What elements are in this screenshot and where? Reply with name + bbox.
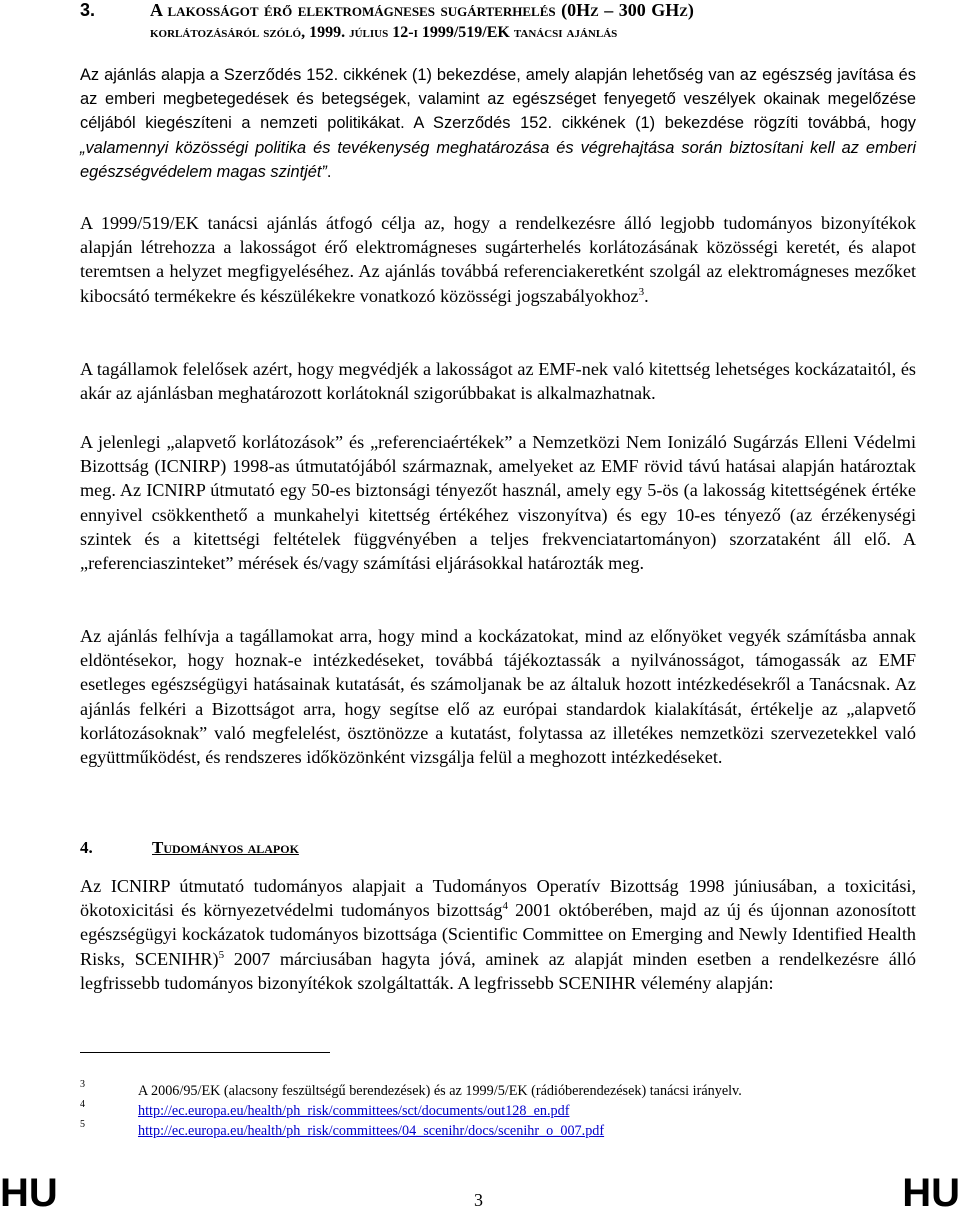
section-number: 4. [80, 838, 93, 857]
paragraph-legal-basis: Az ajánlás alapja a Szerződés 152. cikkének (1) bekezdése, amely alapján lehetőség van az egészség javítása és az emberi megbetegedések és betegségek, valamint az egészséget fenyegető veszélyek okainak megelőzése céljából kiegészíteni a nemzeti politikákat. A Szerződés 152. cikkének (1) bekezdése rögzíti továbbá, hogy „valamennyi közösségi politika és tevékenység meghatározása és végrehajtása során biztosítani kell az emberi egészségvédelem magas szintjét”. [80, 66, 916, 181]
footnote-ref-3[interactable]: 3 [638, 285, 645, 298]
footnote-text: A 2006/95/EK (alacsony feszültségű berendezések) és az 1999/5/EK (rádióberendezések) tanácsi irányelv. [138, 1083, 742, 1099]
footnote-link[interactable]: http://ec.europa.eu/health/ph_risk/committees/04_scenihr/docs/scenihr_o_007.pdf [138, 1123, 605, 1139]
footnote-ref-5[interactable]: 5 [218, 948, 225, 961]
section-title: Tudományos alapok [152, 838, 299, 857]
paragraph-recommendation-goal: A 1999/519/EK tanácsi ajánlás átfogó célja az, hogy a rendelkezésre álló legjobb tudományos bizonyítékok alapján létrehozza a lakosságot érő elektromágneses sugárterhelés korlátozásának közösségi keretét, és alapot teremtsen a helyzet megfigyeléséhez. Az ajánlás továbbá referenciakeretként szolgál az elektromágneses mezőket kibocsátó termékekre és készülékekre vonatkozó közösségi jogszabályokhoz$^3$. [80, 213, 916, 306]
footer-language-right: HU [902, 1171, 960, 1215]
footnote-mark: 5 [80, 1119, 85, 1130]
section-title-line-1: A lakosságot érő elektromágneses sugárterhelés (0Hz – 300 GHz) [150, 0, 694, 20]
page-number: 3 [474, 1190, 483, 1210]
footnote-mark: 4 [80, 1099, 85, 1110]
footnote-link[interactable]: http://ec.europa.eu/health/ph_risk/committees/sct/documents/out128_en.pdf [138, 1103, 570, 1119]
paragraph-commission-tasks: Az ajánlás felhívja a tagállamokat arra, hogy mind a kockázatokat, mind az előnyöket vegyék számításba annak eldöntésekor, hogy hoznak-e intézkedéseket, továbbá tájékoztassák a nyilvánosságot, támogassák az EMF esetleges egészségügyi hatásainak kutatását, és számoljanak be az általuk hozott intézkedésekről a Tanácsnak. Az ajánlás felkéri a Bizottságot arra, hogy segítse elő az európai standardok kialakítását, értékelje az „alapvető korlátozásoknak” való megfelelést, ösztönözze a kutatást, folytassa az illetékes nemzetközi szervezetekkel való együttműködést, és rendszeres időközönként vizsgálja felül a meghozott intézkedéseket. [80, 626, 916, 768]
footnote-mark: 3 [80, 1079, 85, 1090]
paragraph-member-states: A tagállamok felelősek azért, hogy megvédjék a lakosságot az EMF-nek való kitettség lehetséges kockázataitól, és akár az ajánlásban meghatározott korlátoknál szigorúbbakat is alkalmazhatnak. [80, 359, 916, 404]
footnote-divider [80, 1052, 330, 1053]
section-title-line-2: korlátozásáról szóló, 1999. július 12-i 1999/519/EK tanácsi ajánlás [150, 24, 618, 41]
footnote-ref-4[interactable]: 4 [502, 900, 508, 913]
paragraph-icnirp-limits: A jelenlegi „alapvető korlátozások” és „referenciaértékek” a Nemzetközi Nem Ionizáló Sugárzás Elleni Védelmi Bizottság (ICNIRP) 1998-as útmutatójából származnak, amelyeket az EMF rövid távú hatásai alapján határoztak meg. Az ICNIRP útmutató egy 50-es biztonsági tényezőt használ, amely egy 5-ös (a lakosság kitettségének értéke ennyivel csökkenthető a munkahelyi kitettség értékéhez viszonyítva) és egy 10-es tényező (az érzékenységi szintek és a kitettségi feltételek függvényében a teljes frekvenciatartományon) szorzataként áll elő. A „referenciaszinteket” mérések és/vagy számítási eljárásokkal határozták meg. [80, 432, 916, 574]
footer-language-left: HU [0, 1171, 58, 1215]
paragraph-scientific-basis: Az ICNIRP útmutató tudományos alapjait a Tudományos Operatív Bizottság 1998 júniusában, a toxicitási, ökotoxicitási és környezetvédelmi tudományos bizottság$^4$ 2001 októberében, majd az új és újonnan azonosított egészségügyi kockázatok tudományos bizottsága (Scientific Committee on Emerging and Newly Identified Health Risks, SCENIHR)$^5$ 2007 márciusában hagyta jóvá, aminek az alapját minden esetben a rendelkezésre álló legfrissebb tudományos bizonyítékok szolgáltatták. A legfrissebb SCENIHR vélemény alapján: [80, 876, 916, 993]
